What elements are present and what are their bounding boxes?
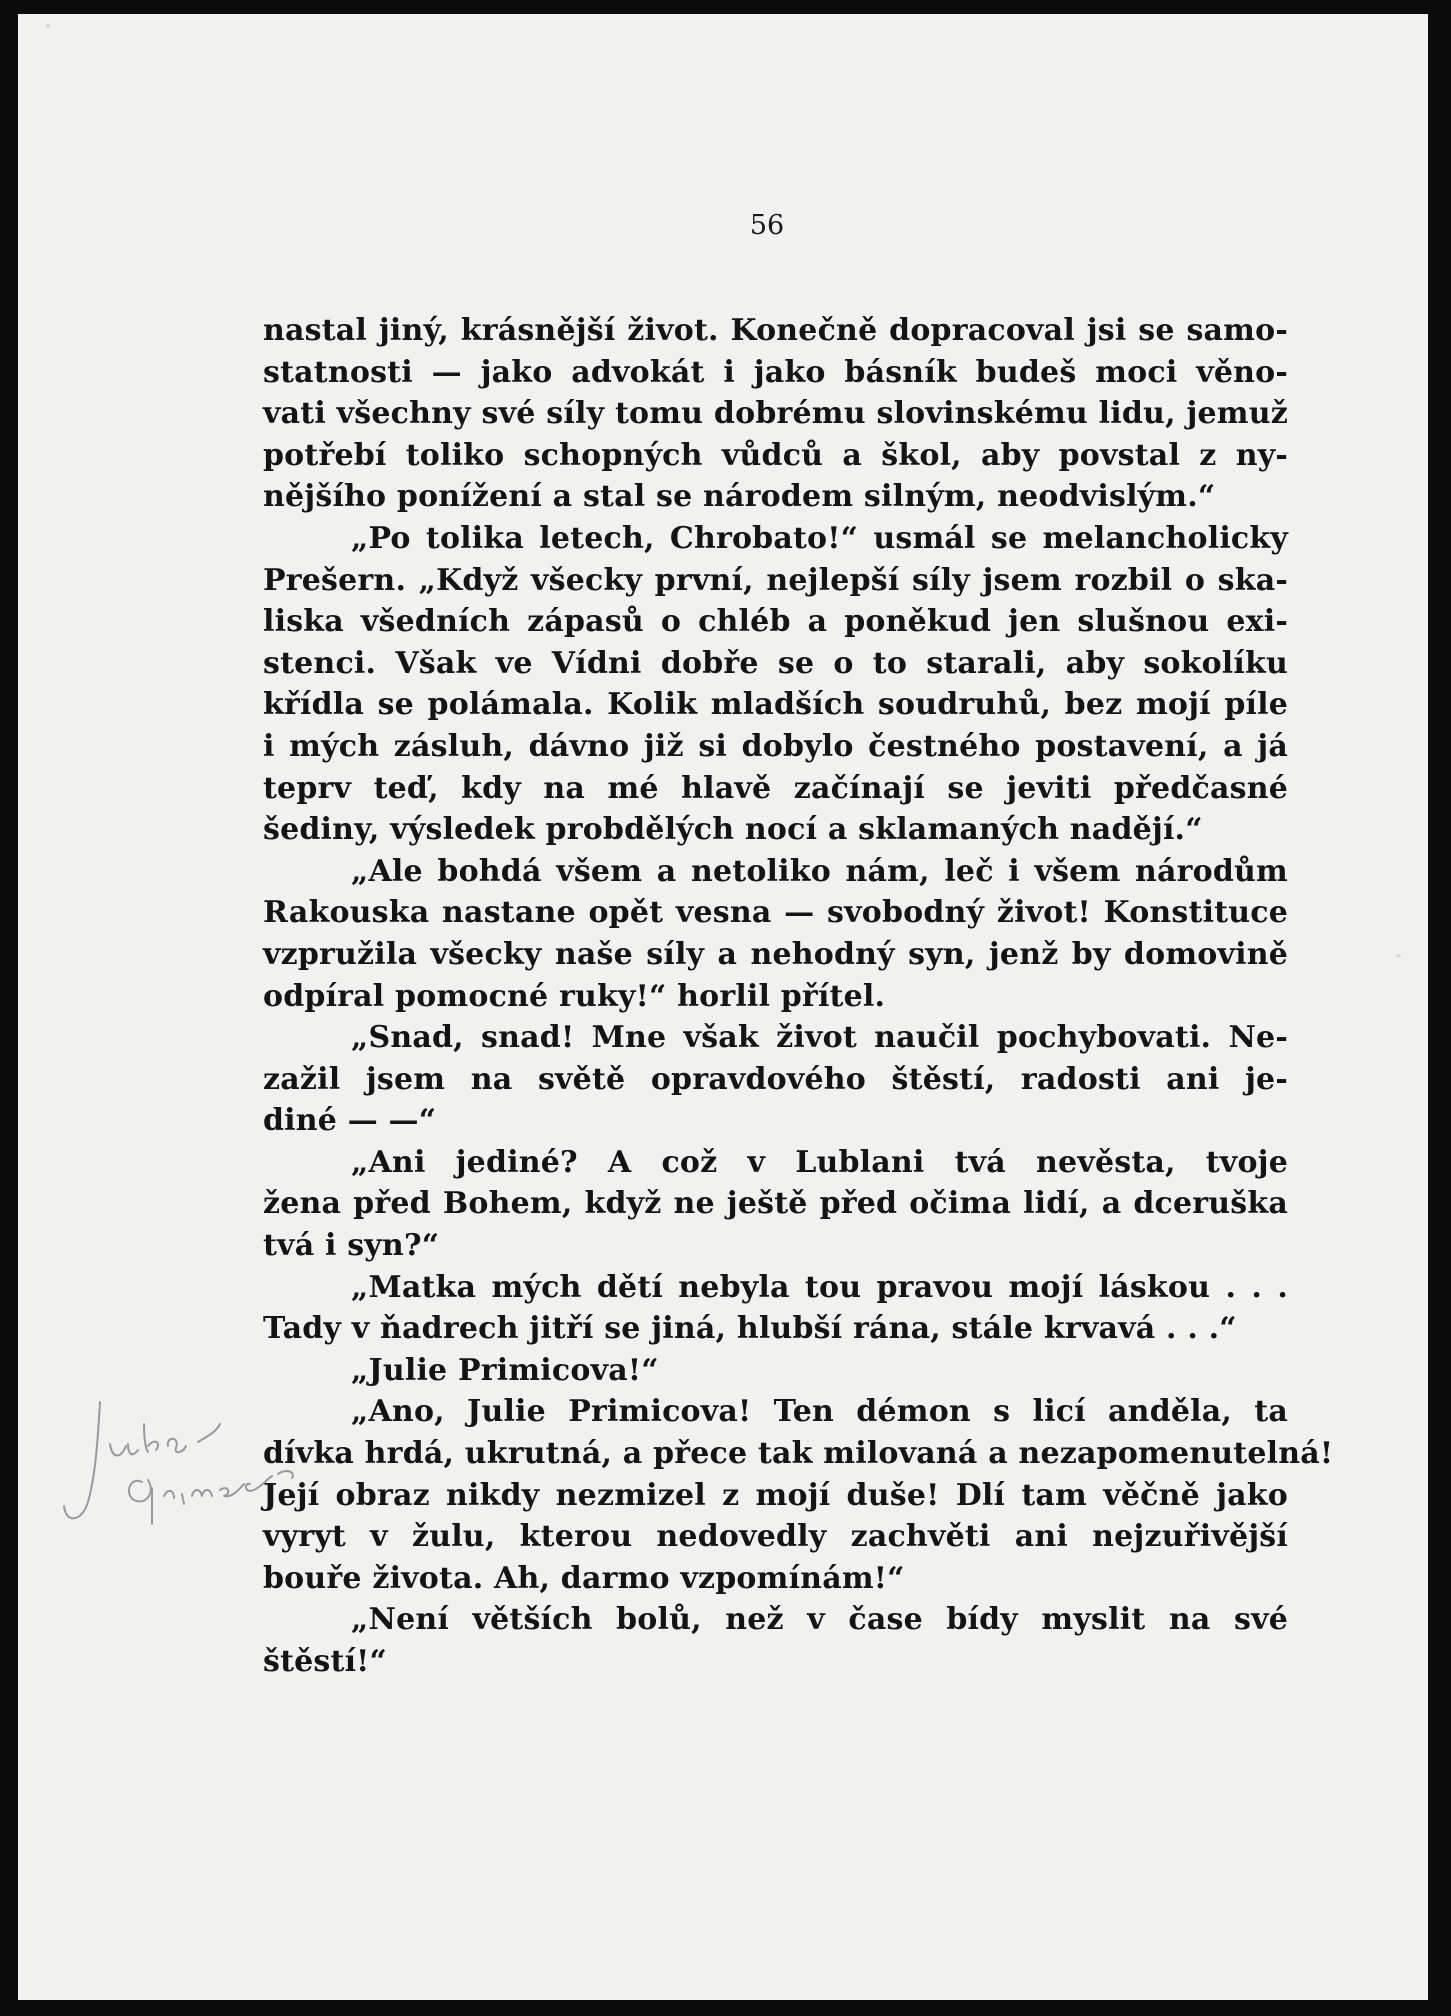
page-number: 56 [749,210,785,241]
text-line: dívka hrdá, ukrutná, a přece tak milovaná a nezapomenutelná! [263,1436,1334,1472]
text-line: i mých zásluh, dávno již si dobylo čestného postavení, a já [263,728,1288,764]
body-text [263,310,1334,1683]
text-line: „Po tolika letech, Chrobato!“ usmál se melancholicky [351,520,1288,556]
text-line: diné — —“ [263,1103,437,1139]
text-line: liska všedních zápasů o chléb a poněkud jen slušnou exi- [263,604,1288,640]
text-line: „Julie Primicova!“ [351,1352,659,1388]
text-line: potřebí toliko schopných vůdců a škol, aby povstal z ny- [263,437,1288,473]
paper-speck [46,24,50,28]
handwritten-marginal-note [48,1384,348,1564]
text-line: statnosti — jako advokát i jako básník budeš moci věno- [263,354,1288,390]
text-line: nějšího ponížení a stal se národem silným, neodvislým.“ [263,479,1216,515]
text-line: „Snad, snad! Mne však život naučil pochybovati. Ne- [351,1020,1288,1056]
text-line: Rakouska nastane opět vesna — svobodný život! Konstituce [263,895,1288,931]
text-line: Tady v ňadrech jitří se jiná, hlubší rána, stále krvavá . . .“ [263,1311,1237,1347]
text-line: „Ale bohdá všem a netoliko nám, leč i všem národům [351,853,1288,889]
text-line: šediny, výsledek probdělých nocí a sklamaných nadějí.“ [263,812,1203,848]
book-page [18,14,1428,2000]
text-line: vati všechny své síly tomu dobrému slovinskému lidu, jemuž [263,396,1288,432]
paper-speck [1396,954,1401,957]
text-line: „Není větších bolů, než v čase bídy myslit na své [351,1602,1288,1638]
text-line: vzpružila všecky naše síly a nehodný syn, jenž by domovině [263,936,1288,972]
text-line: „Matka mých dětí nebyla tou pravou mojí láskou . . . [351,1269,1288,1305]
text-line: „Ano, Julie Primicova! Ten démon s licí anděla, ta [351,1394,1288,1430]
text-line: vyryt v žulu, kterou nedovedly zachvěti ani nejzuřivější [263,1519,1288,1555]
text-line: žena před Bohem, když ne ještě před očima lidí, a dceruška [263,1186,1288,1222]
text-line: křídla se polámala. Kolik mladších soudruhů, bez mojí píle [263,687,1288,723]
text-line: Její obraz nikdy nezmizel z mojí duše! Dlí tam věčně jako [263,1477,1288,1513]
text-line: odpíral pomocné ruky!“ horlil přítel. [263,978,886,1014]
text-line: bouře života. Ah, darmo vzpomínám!“ [263,1560,905,1596]
text-line: štěstí!“ [263,1644,388,1679]
text-line: stenci. Však ve Vídni dobře se o to starali, aby sokolíku [263,645,1288,681]
text-line: zažil jsem na světě opravdového štěstí, radosti ani je- [263,1061,1288,1097]
text-line: Prešern. „Když všecky první, nejlepší síly jsem rozbil o ska- [263,562,1288,598]
text-line: tvá i syn?“ [263,1228,440,1264]
text-line: teprv teď, kdy na mé hlavě začínají se jeviti předčasné [263,770,1288,806]
text-line: „Ani jediné? A což v Lublani tvá nevěsta, tvoje [351,1144,1288,1180]
text-line: nastal jiný, krásnější život. Konečně dopracoval jsi se samo- [263,313,1288,348]
